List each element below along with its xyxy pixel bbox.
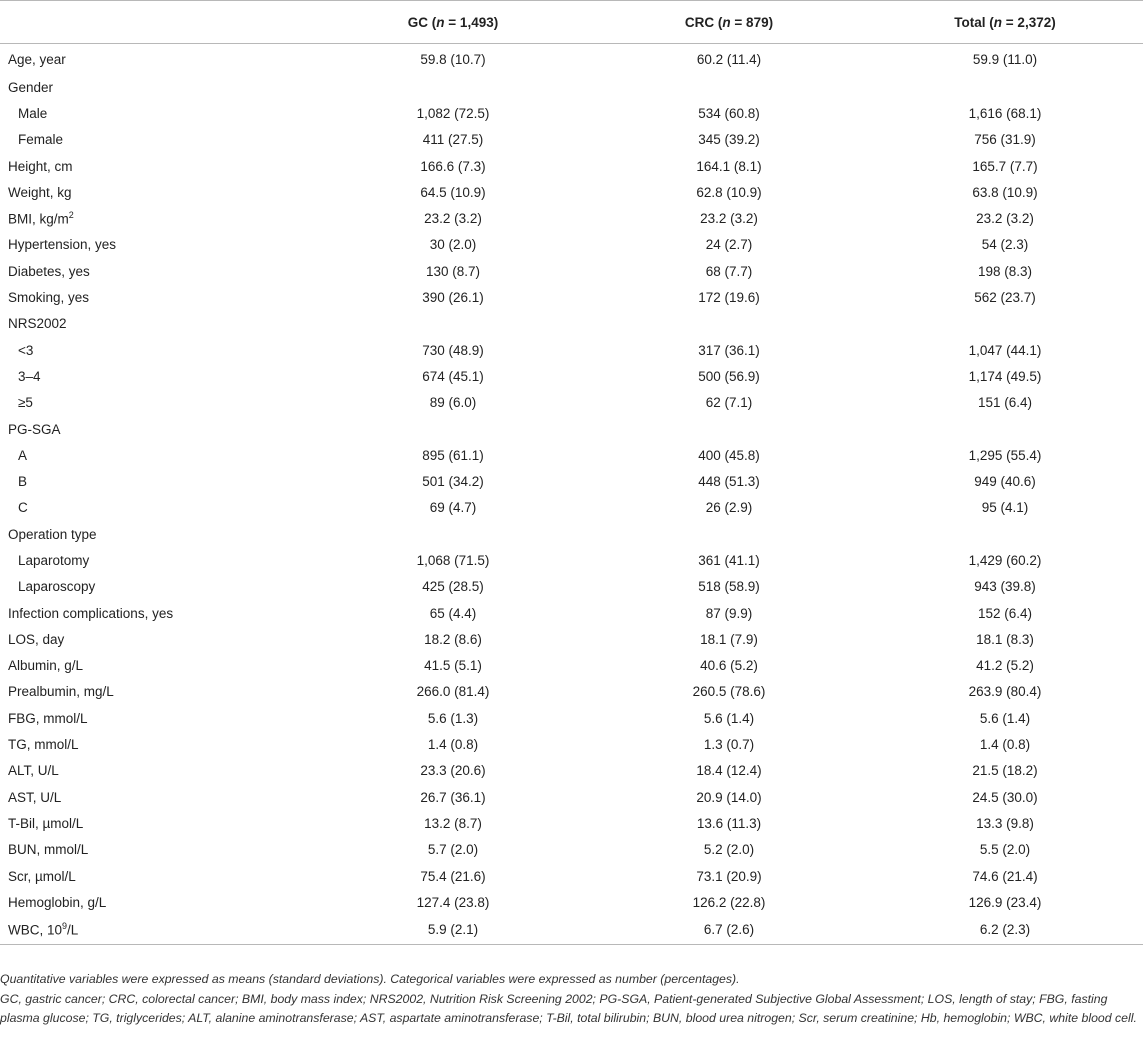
cell-gc: 13.2 (8.7) [424, 815, 482, 831]
cell-gc: 18.2 (8.6) [424, 631, 482, 647]
table-row [0, 600, 1143, 626]
cell-total: 41.2 (5.2) [976, 658, 1034, 674]
cell-total: 152 (6.4) [977, 605, 1033, 621]
row-label [0, 363, 315, 389]
cell-total: 756 (31.9) [974, 132, 1036, 148]
row-label-text: Weight, kg [8, 184, 72, 200]
cell-total: 23.2 (3.2) [976, 211, 1034, 227]
cell-crc: 448 (51.3) [698, 474, 760, 490]
cell-total [867, 416, 1143, 442]
cell-gc: 65 (4.4) [429, 605, 477, 621]
row-label [0, 179, 315, 205]
cell-total [867, 521, 1143, 547]
cell-crc: 126.2 (22.8) [692, 894, 766, 910]
cell-crc: 5.6 (1.4) [703, 710, 755, 726]
cell-crc: 62 (7.1) [705, 395, 753, 411]
cell-gc: 59.8 (10.7) [420, 51, 486, 67]
cell-gc: 41.5 (5.1) [424, 658, 482, 674]
cell-total: 74.6 (21.4) [972, 868, 1038, 884]
row-label-text: Albumin, g/L [8, 658, 84, 674]
cell-gc: 895 (61.1) [422, 447, 484, 463]
row-label-text: A [18, 447, 28, 463]
cell-total: 13.3 (9.8) [976, 815, 1034, 831]
cell-crc: 20.9 (14.0) [696, 789, 762, 805]
table-row [0, 468, 1143, 494]
row-label-text: 3–4 [18, 368, 41, 384]
table-row [0, 784, 1143, 810]
cell-total: 6.2 (2.3) [867, 916, 1143, 945]
cell-crc: 345 (39.2) [698, 132, 760, 148]
header-row [0, 1, 1143, 44]
row-label-text: Operation type [8, 526, 97, 542]
cell-gc: 69 (4.7) [429, 500, 477, 516]
table-row [0, 390, 1143, 416]
table-row [0, 521, 1143, 547]
cell-crc: 62.8 (10.9) [696, 184, 762, 200]
row-label [0, 284, 315, 310]
cell-gc: 5.7 (2.0) [427, 842, 479, 858]
row-label-text: TG, mmol/L [8, 737, 79, 753]
header-gc-n-value: = 1,493 [448, 14, 494, 30]
table-row [0, 127, 1143, 153]
table-row [0, 889, 1143, 915]
row-label [0, 916, 315, 945]
row-label-suffix: /L [67, 922, 79, 938]
table-row [0, 626, 1143, 652]
cell-crc [591, 521, 867, 547]
cell-crc: 534 (60.8) [698, 105, 760, 121]
cell-total: 943 (39.8) [974, 579, 1036, 595]
row-label [0, 547, 315, 573]
cell-total: 1,295 (55.4) [968, 447, 1042, 463]
row-label-superscript: 2 [68, 210, 74, 221]
row-label-text: WBC, 10 [8, 922, 63, 938]
row-label-text: ≥5 [18, 395, 33, 411]
cell-crc [591, 416, 867, 442]
cell-gc: 26.7 (36.1) [420, 789, 486, 805]
cell-total: 21.5 (18.2) [972, 763, 1038, 779]
row-label-text: Gender [8, 79, 54, 95]
row-label-text: T-Bil, µmol/L [8, 815, 84, 831]
row-label [0, 44, 315, 75]
cell-crc: 400 (45.8) [698, 447, 760, 463]
cell-crc: 6.7 (2.6) [591, 916, 867, 945]
row-label [0, 442, 315, 468]
row-label [0, 337, 315, 363]
row-label [0, 390, 315, 416]
row-label [0, 258, 315, 284]
cell-total: 562 (23.7) [974, 290, 1036, 306]
row-label-text: LOS, day [8, 631, 65, 647]
row-label-text: PG-SGA [8, 421, 61, 437]
row-label [0, 863, 315, 889]
table-row [0, 232, 1143, 258]
cell-total: 1.4 (0.8) [979, 737, 1031, 753]
cell-total: 1,047 (44.1) [968, 342, 1042, 358]
table-row [0, 547, 1143, 573]
cell-total: 1,616 (68.1) [968, 105, 1042, 121]
cell-total: 5.5 (2.0) [979, 842, 1031, 858]
row-label [0, 232, 315, 258]
table-body [0, 44, 1143, 945]
cell-crc: 13.6 (11.3) [696, 815, 762, 831]
table-row [0, 363, 1143, 389]
cell-gc: 75.4 (21.6) [420, 868, 486, 884]
row-label [0, 731, 315, 757]
cell-total: 24.5 (30.0) [972, 789, 1038, 805]
row-label-text: BMI, kg/m [8, 211, 69, 227]
table-row [0, 284, 1143, 310]
row-label-superscript: 9 [62, 921, 68, 932]
cell-gc: 390 (26.1) [422, 290, 484, 306]
row-label-text: Hemoglobin, g/L [8, 894, 107, 910]
row-label-text: Scr, µmol/L [8, 868, 76, 884]
row-label-text: Laparoscopy [18, 579, 96, 595]
cell-gc: 130 (8.7) [425, 263, 481, 279]
header-crc: CRC (n = 879) [591, 1, 867, 44]
row-label-text: <3 [18, 342, 34, 358]
cell-total: 1,174 (49.5) [968, 368, 1042, 384]
cell-crc: 1.3 (0.7) [703, 737, 755, 753]
row-label-text: Height, cm [8, 158, 73, 174]
cell-crc: 5.2 (2.0) [703, 842, 755, 858]
cell-crc [591, 74, 867, 100]
cell-crc: 40.6 (5.2) [700, 658, 758, 674]
cell-gc: 127.4 (23.8) [416, 894, 490, 910]
row-label [0, 311, 315, 337]
cell-gc [315, 311, 591, 337]
cell-crc: 500 (56.9) [698, 368, 760, 384]
header-total: Total (n = 2,372) [867, 1, 1143, 44]
table-row [0, 731, 1143, 757]
cell-crc: 23.2 (3.2) [700, 211, 758, 227]
header-gc: GC (n = 1,493) [315, 1, 591, 44]
cell-gc [315, 74, 591, 100]
row-label-text: Female [18, 132, 64, 148]
table-row [0, 574, 1143, 600]
header-gc-name: GC [407, 14, 429, 30]
header-total-n-label: n [993, 14, 1003, 30]
cell-gc: 1,068 (71.5) [416, 552, 490, 568]
row-label [0, 784, 315, 810]
header-crc-name: CRC [684, 14, 715, 30]
row-label [0, 600, 315, 626]
footnote-1: Quantitative variables were expressed as means (standard deviations). Categorical variables were expressed as number (percentages). [0, 972, 740, 986]
cell-gc: 411 (27.5) [422, 132, 484, 148]
table-row [0, 311, 1143, 337]
cell-total: 54 (2.3) [981, 237, 1029, 253]
row-label [0, 468, 315, 494]
row-label-text: Male [18, 105, 48, 121]
row-label-text: ALT, U/L [8, 763, 59, 779]
row-label [0, 626, 315, 652]
footnote-2: GC, gastric cancer; CRC, colorectal cancer; BMI, body mass index; NRS2002, Nutrition Risk Screening 2002; PG-SGA, Patient-generated Subjective Global Assessment; LOS, length of stay; FBG, fasting plasma glucose; TG, triglycerides; ALT, alanine aminotransferase; AST, aspartate aminotransferase; T-Bil, total bilirubin; BUN, blood urea nitrogen; Scr, serum creatinine; Hb, hemoglobin; WBC, white blood cell. [0, 991, 1137, 1025]
row-label-text: Age, year [8, 51, 66, 67]
row-label [0, 679, 315, 705]
cell-crc: 26 (2.9) [705, 500, 753, 516]
row-label [0, 100, 315, 126]
table-row [0, 100, 1143, 126]
cell-gc: 64.5 (10.9) [420, 184, 486, 200]
cell-total: 1,429 (60.2) [968, 552, 1042, 568]
cell-total [867, 311, 1143, 337]
table-row [0, 153, 1143, 179]
cell-crc: 60.2 (11.4) [696, 51, 762, 67]
row-label [0, 74, 315, 100]
cell-crc: 172 (19.6) [698, 290, 760, 306]
table-row [0, 416, 1143, 442]
row-label [0, 810, 315, 836]
table-row [0, 74, 1143, 100]
cell-total: 95 (4.1) [981, 500, 1029, 516]
table-row [0, 337, 1143, 363]
cell-total: 263.9 (80.4) [968, 684, 1042, 700]
row-label-text: Diabetes, yes [8, 263, 90, 279]
table-row [0, 258, 1143, 284]
header-crc-n-value: = 879 [734, 14, 769, 30]
table-row [0, 179, 1143, 205]
table-row [0, 837, 1143, 863]
cell-gc: 89 (6.0) [429, 395, 477, 411]
table-row [0, 653, 1143, 679]
row-label-text: BUN, mmol/L [8, 842, 89, 858]
row-label [0, 127, 315, 153]
header-gc-n-label: n [436, 14, 445, 30]
cell-crc: 18.4 (12.4) [696, 763, 762, 779]
cell-total: 5.6 (1.4) [979, 710, 1031, 726]
row-label-text: Laparotomy [18, 552, 90, 568]
row-label [0, 416, 315, 442]
row-label [0, 653, 315, 679]
row-label [0, 521, 315, 547]
cell-total: 59.9 (11.0) [972, 51, 1038, 67]
row-label-text: B [18, 474, 28, 490]
header-total-n-value: = 2,372 [1005, 14, 1052, 30]
cell-crc: 24 (2.7) [705, 237, 753, 253]
cell-total: 63.8 (10.9) [972, 184, 1038, 200]
row-label [0, 153, 315, 179]
cell-crc: 260.5 (78.6) [692, 684, 766, 700]
row-label [0, 205, 315, 231]
cell-gc [315, 416, 591, 442]
header-total-name: Total [954, 14, 986, 30]
cell-crc: 68 (7.7) [705, 263, 753, 279]
table-row [0, 863, 1143, 889]
cell-crc: 87 (9.9) [705, 605, 753, 621]
table-row [0, 205, 1143, 231]
cell-total: 165.7 (7.7) [972, 158, 1038, 174]
cell-gc: 730 (48.9) [422, 342, 484, 358]
row-label-text: FBG, mmol/L [8, 710, 88, 726]
cell-gc: 23.3 (20.6) [420, 763, 486, 779]
table-row [0, 495, 1143, 521]
cell-total: 198 (8.3) [977, 263, 1033, 279]
row-label [0, 889, 315, 915]
header-crc-n-label: n [722, 14, 731, 30]
cell-gc: 266.0 (81.4) [416, 684, 490, 700]
cell-total: 949 (40.6) [974, 474, 1036, 490]
row-label-text: Hypertension, yes [8, 237, 117, 253]
header-stub [0, 1, 315, 44]
row-label-text: C [18, 500, 28, 516]
table-row [0, 679, 1143, 705]
table-header [0, 1, 1143, 44]
cell-total: 151 (6.4) [977, 395, 1033, 411]
table-row [0, 705, 1143, 731]
row-label-text: AST, U/L [8, 789, 62, 805]
table-footnotes [0, 970, 1138, 1029]
row-label [0, 837, 315, 863]
cell-gc: 674 (45.1) [422, 368, 484, 384]
cell-gc: 5.9 (2.1) [315, 916, 591, 945]
table-row [0, 916, 1143, 945]
table-row [0, 44, 1143, 75]
cell-crc: 361 (41.1) [698, 552, 760, 568]
row-label [0, 705, 315, 731]
cell-gc: 1,082 (72.5) [416, 105, 490, 121]
cell-gc [315, 521, 591, 547]
row-label [0, 495, 315, 521]
cell-gc: 5.6 (1.3) [427, 710, 479, 726]
row-label-text: Prealbumin, mg/L [8, 684, 114, 700]
cell-gc: 30 (2.0) [429, 237, 477, 253]
cell-crc: 164.1 (8.1) [696, 158, 762, 174]
cell-total: 18.1 (8.3) [976, 631, 1034, 647]
cell-crc: 73.1 (20.9) [696, 868, 762, 884]
cell-crc: 518 (58.9) [698, 579, 760, 595]
row-label [0, 574, 315, 600]
cell-gc: 166.6 (7.3) [420, 158, 486, 174]
cell-crc [591, 311, 867, 337]
table-row [0, 810, 1143, 836]
cell-gc: 501 (34.2) [422, 474, 484, 490]
cell-crc: 18.1 (7.9) [700, 631, 758, 647]
cell-gc: 23.2 (3.2) [424, 211, 482, 227]
row-label [0, 758, 315, 784]
table-row [0, 758, 1143, 784]
cell-gc: 1.4 (0.8) [427, 737, 479, 753]
row-label-text: Smoking, yes [8, 290, 90, 306]
cell-gc: 425 (28.5) [422, 579, 484, 595]
cell-crc: 317 (36.1) [698, 342, 760, 358]
row-label-text: Infection complications, yes [8, 605, 174, 621]
table-row [0, 442, 1143, 468]
cell-total: 126.9 (23.4) [968, 894, 1042, 910]
cell-total [867, 74, 1143, 100]
row-label-text: NRS2002 [8, 316, 67, 332]
